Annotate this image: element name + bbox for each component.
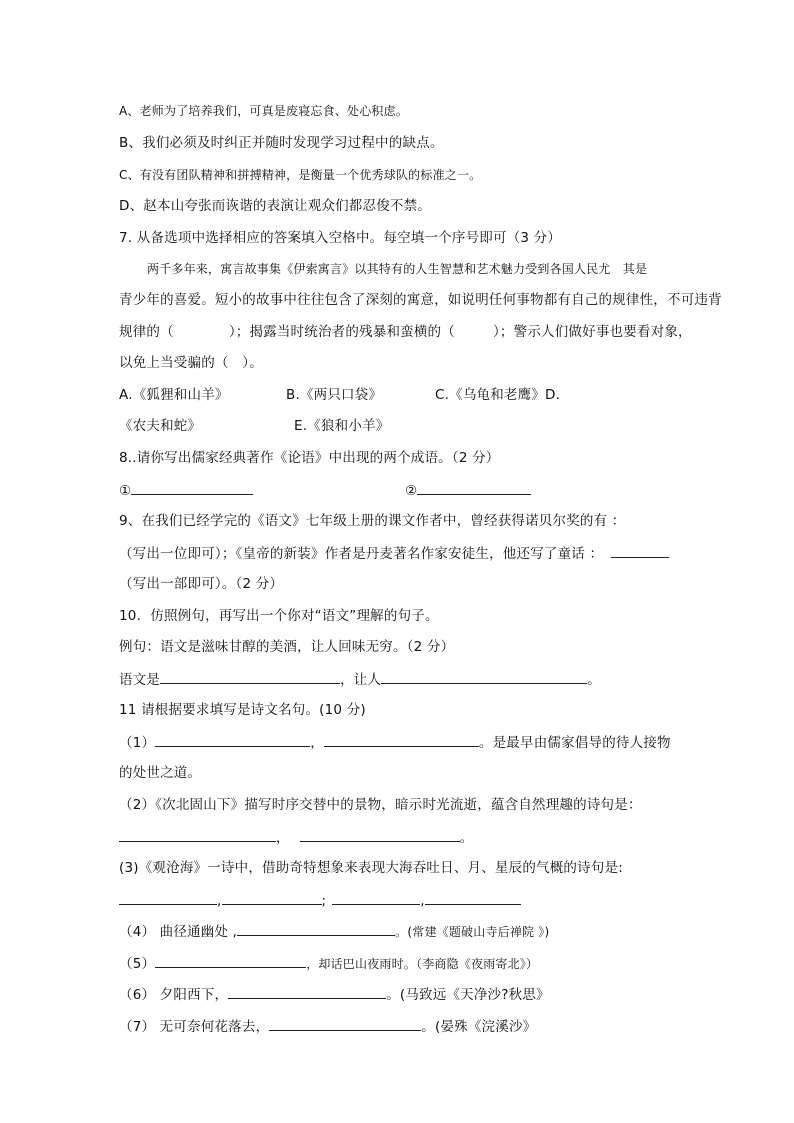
q10-text-b: ，让人: [340, 672, 382, 688]
q11-6-source: 。(马致远《天净沙?秋思》: [386, 987, 550, 1003]
q9-line3: （写出一部即可）。（2 分）: [119, 576, 284, 592]
q10-blank-1[interactable]: [160, 669, 340, 684]
q11-4-source: 。(常建《题破山寺后禅院 》): [395, 925, 550, 939]
q7-passage-line2: 青少年的喜爱。短小的故事中往往包含了深刻的寓意，如说明任何事物都有自己的规律性，不可违背: [119, 292, 722, 308]
q11-5-blank[interactable]: [155, 953, 306, 968]
option-c: C、有没有团队精神和拼搏精神，是衡量一个优秀球队的标准之一。: [119, 168, 482, 182]
q7-text-b: ）；揭露当时统治者的残暴和蛮横的（: [228, 324, 455, 340]
q7-text-a: 规律的（: [119, 324, 174, 340]
q11-item3-answer: [119, 890, 521, 911]
q11-7-source: 。(晏殊《浣溪沙》: [421, 1019, 537, 1035]
q11-item5: [119, 953, 538, 974]
q11-item1: [119, 732, 671, 753]
q9-line2: [119, 543, 669, 564]
q7-text-c: ）；警示人们做好事也要看对象，: [492, 324, 692, 340]
q7-passage-line3: [119, 322, 692, 342]
q11-1-blank-2[interactable]: [324, 732, 479, 747]
q11-3-blank-2[interactable]: [222, 890, 322, 905]
q11-3-blank-4[interactable]: [425, 890, 521, 905]
q7-option-d: 《农夫和蛇》: [119, 418, 202, 434]
q11-2-comma: ，: [276, 830, 290, 846]
q11-3-blank-1[interactable]: [119, 890, 217, 905]
q9-blank[interactable]: [611, 543, 669, 558]
q8-title: 8..请你写出儒家经典著作《论语》中出现的两个成语。（2 分）: [119, 450, 500, 466]
option-a: A、老师为了培养我们，可真是废寝忘食、处心积虑。: [119, 104, 409, 118]
q8-blank-2[interactable]: [417, 480, 531, 495]
q11-1-comma: ，: [310, 735, 324, 751]
q11-item6: [119, 984, 550, 1005]
q11-2-blank-1[interactable]: [119, 827, 276, 842]
q7-title: 7. 从备选项中选择相应的答案填入空格中。每空填一个序号即可（3 分）: [119, 230, 562, 246]
q11-2-end: 。: [459, 830, 474, 846]
q7-option-c: C.《乌龟和老鹰》D.: [435, 387, 561, 403]
q11-7-text: （7） 无可奈何花落去，: [119, 1019, 270, 1035]
q11-item2: （2）《次北固山下》描写时序交替中的景物，暗示时光流逝，蕴含自然理趣的诗句是：: [119, 797, 642, 813]
q7-option-b: B.《两只口袋》: [286, 387, 383, 403]
q11-2-blank-2[interactable]: [300, 827, 460, 842]
q8-marker-1: ①: [119, 483, 132, 499]
q11-3-sep-1: ,: [217, 893, 222, 909]
q11-5-label: （5）: [119, 956, 156, 972]
q10-answer-line: [119, 669, 601, 690]
q7-option-a: A.《狐狸和山羊》: [119, 387, 229, 403]
option-b: B、我们必须及时纠正并随时发现学习过程中的缺点。: [119, 135, 444, 151]
q11-5-text: ，却话巴山夜雨时。（李商隐《夜雨寄北》）: [306, 957, 539, 971]
q10-text-c: 。: [587, 672, 601, 688]
q11-1-label: （1）: [119, 735, 156, 751]
q11-1-tail: 。是最早由儒家倡导的待人接物: [478, 735, 671, 751]
option-d: D、赵本山夸张而诙谐的表演让观众们都忍俊不禁。: [119, 198, 431, 214]
q8-answer-1: [119, 480, 253, 501]
q11-4-blank[interactable]: [237, 921, 395, 936]
q11-4-text: （4） 曲径通幽处 ,: [119, 924, 238, 940]
q11-7-blank[interactable]: [269, 1016, 421, 1031]
q11-3-sep-2: ;: [321, 893, 327, 909]
q11-6-blank[interactable]: [228, 984, 386, 999]
q10-text-a: 语文是: [119, 672, 161, 688]
q11-3-blank-3[interactable]: [332, 890, 420, 905]
q10-title: 10．仿照例句，再写出一个你对“语文”理解的句子。: [119, 608, 439, 624]
q11-item1-cont: 的处世之道。: [119, 765, 202, 781]
q11-item7: [119, 1016, 536, 1037]
q11-3-sep-3: ,: [420, 893, 425, 909]
q11-6-text: （6） 夕阳西下，: [119, 987, 229, 1003]
q8-marker-2: ②: [405, 483, 418, 499]
q11-item2-answer: [119, 827, 473, 848]
q8-answer-2: [405, 480, 531, 501]
q10-example: 例句：语文是滋味甘醇的美酒，让人回味无穷。（2 分）: [119, 639, 455, 655]
q11-item3: (3)《观沧海》一诗中，借助奇特想象来表现大海吞吐日、月、星辰的气概的诗句是:: [119, 860, 623, 876]
q9-text-2: （写出一位即可）；《皇帝的新装》作者是丹麦著名作家安徒生，他还写了童话 ：: [119, 546, 604, 562]
q11-item4: [119, 921, 549, 942]
q11-title: 11 请根据要求填写是诗文名句。(10 分): [119, 702, 366, 718]
q10-blank-2[interactable]: [381, 669, 587, 684]
q7-passage-line1: 两千多年来，寓言故事集《伊索寓言》以其特有的人生智慧和艺术魅力受到各国人民尤 其是: [147, 262, 648, 276]
q7-option-e: E.《狼和小羊》: [294, 418, 390, 434]
q7-passage-line4: 以免上当受骗的（ ）。: [119, 355, 263, 371]
q11-1-blank-1[interactable]: [155, 732, 310, 747]
q9-line1: 9、在我们已经学完的《语文》七年级上册的课文作者中，曾经获得诺贝尔奖的有 ：: [119, 513, 626, 529]
q8-blank-1[interactable]: [131, 480, 253, 495]
